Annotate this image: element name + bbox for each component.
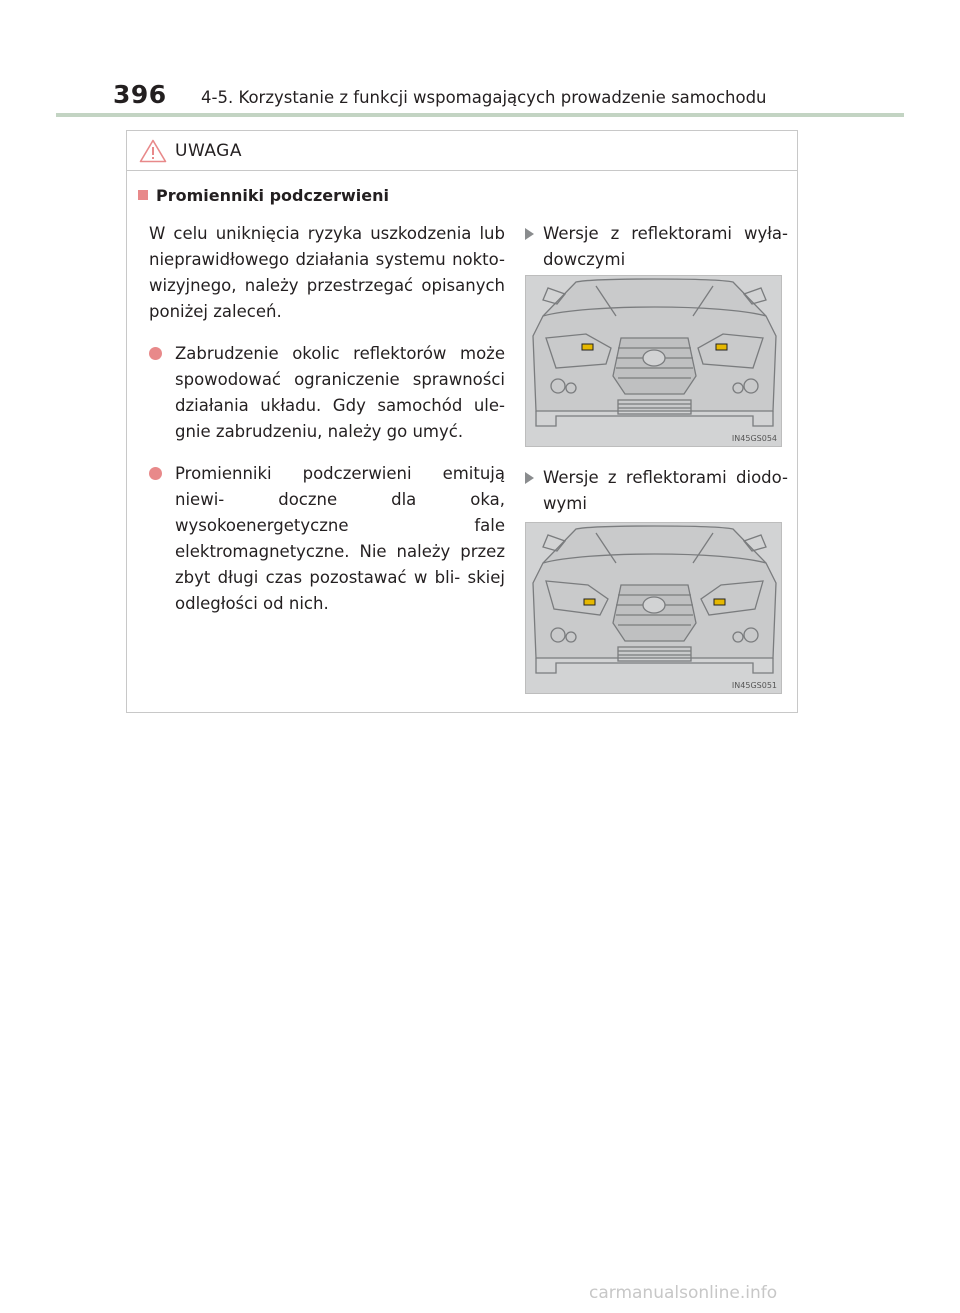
- header-rule: [56, 113, 904, 117]
- bullet-text: Promienniki podczerwieni emitują niewi- doczne dla oka, wysokoenergetyczne fale elektromagnetyczne. Nie należy przez zbyt długi czas pozostawać w bli- skiej odległości od nich.: [175, 464, 505, 613]
- bullet-text: Zabrudzenie okolic reflektorów może spowodować ograniczenie sprawności działania układu. Gdy samochód ule- gnie zabrudzeniu, należy go umyć.: [175, 344, 505, 441]
- variant-label-text: Wersje z reflektorami diodo- wymi: [543, 468, 788, 513]
- bullet-item: [149, 341, 505, 445]
- pink-dot-icon: [149, 347, 162, 360]
- watermark: carmanualsonline.info: [589, 1283, 778, 1303]
- variant-label: [523, 221, 788, 273]
- warning-header: [127, 131, 797, 171]
- warning-label: UWAGA: [175, 141, 242, 161]
- pink-dot-icon: [149, 467, 162, 480]
- variant-label: [523, 465, 788, 517]
- variant-label-text: Wersje z reflektorami wyła- dowczymi: [543, 224, 788, 269]
- bullet-item: [149, 461, 505, 617]
- gray-triangle-icon: [525, 472, 534, 484]
- page-number: 396: [113, 80, 167, 109]
- gray-triangle-icon: [525, 228, 534, 240]
- car-image-led: [525, 522, 782, 694]
- image-code: IN45GS054: [731, 434, 777, 443]
- section-title: 4-5. Korzystanie z funkcji wspomagających prowadzenie samochodu: [201, 88, 767, 107]
- pink-square-icon: [138, 190, 148, 200]
- intro-text: W celu uniknięcia ryzyka uszkodzenia lub nieprawidłowego działania systemu nokto- wizyjnego, należy przestrzegać opisanych poniżej zaleceń.: [149, 224, 505, 321]
- subheading: [138, 186, 389, 205]
- subheading-text: Promienniki podczerwieni: [156, 186, 390, 205]
- image-code: IN45GS051: [731, 681, 777, 690]
- left-column: [149, 221, 505, 617]
- car-image-hid: [525, 275, 782, 447]
- warning-triangle-icon: [139, 139, 167, 163]
- warning-box: [126, 130, 798, 713]
